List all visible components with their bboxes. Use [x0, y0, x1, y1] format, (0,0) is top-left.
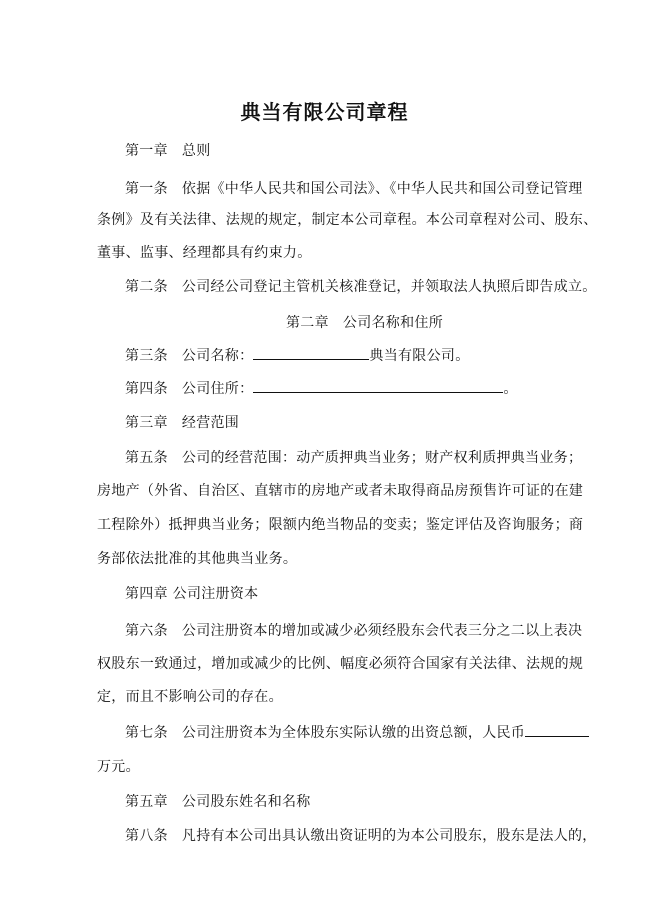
article-8-line-1 [125, 825, 597, 845]
chapter-label: 第二章 [285, 315, 329, 331]
company-name-blank[interactable] [253, 345, 369, 360]
article-3-line-1 [125, 345, 470, 365]
chapter-label: 第三章 [125, 415, 168, 431]
article-5-line-1 [125, 447, 582, 467]
chapter-label: 第一章 [125, 143, 168, 159]
article-label: 第八条 [125, 828, 168, 844]
article-1-line-3: 董事、监事、经理都具有约束力。 [97, 245, 312, 261]
article-text: 公司注册资本的增加或减少必须经股东会代表三分之二以上表决 [181, 623, 583, 639]
article-7-line-2: 万元。 [97, 759, 140, 775]
capital-amount-blank[interactable] [525, 722, 589, 737]
article-text: 公司注册资本为全体股东实际认缴的出资总额，人民币 [181, 725, 526, 741]
document-title: 典当有限公司章程 [240, 100, 409, 124]
chapter-name: 公司股东姓名和名称 [181, 794, 311, 810]
chapter-2-heading [0, 312, 649, 332]
article-6-line-2: 权股东一致通过，增加或减少的比例、幅度必须符合国家有关法律、法规的规 [97, 656, 584, 672]
article-label: 第一条 [125, 181, 168, 197]
article-4-line-1 [125, 378, 518, 398]
article-text: 。 [503, 381, 518, 397]
article-label: 第七条 [125, 725, 168, 741]
article-6-line-3: 定，而且不影响公司的存在。 [97, 689, 283, 705]
article-text: 公司住所： [181, 381, 254, 397]
article-5-line-3: 工程除外）抵押典当业务；限额内绝当物品的变卖；鉴定评估及咨询服务；商 [97, 517, 584, 533]
chapter-1-heading [125, 140, 211, 160]
chapter-3-heading [125, 412, 239, 432]
article-text: 凡持有本公司出具认缴出资证明的为本公司股东，股东是法人的， [181, 828, 597, 844]
article-text: 公司的经营范围：动产质押典当业务；财产权利质押典当业务； [181, 450, 583, 466]
article-5-line-2: 房地产（外省、自治区、直辖市的房地产或者未取得商品房预售许可证的在建 [97, 483, 584, 499]
chapter-5-heading [125, 791, 311, 811]
chapter-name: 总则 [181, 143, 211, 159]
chapter-name: 经营范围 [181, 415, 240, 431]
article-label: 第二条 [125, 279, 168, 295]
article-text: 依据《中华人民共和国公司法》、《中华人民共和国公司登记管理 [181, 181, 583, 197]
article-label: 第三条 [125, 348, 168, 364]
article-1-line-2: 条例》及有关法律、法规的规定，制定本公司章程。本公司章程对公司、股东、 [97, 212, 598, 228]
article-2-line-1 [125, 276, 597, 296]
article-text: 公司名称： [181, 348, 254, 364]
article-text: 典当有限公司。 [369, 348, 470, 364]
article-label: 第四条 [125, 381, 168, 397]
article-1-line-1 [125, 178, 583, 198]
article-5-line-4: 务部依法批准的其他典当业务。 [97, 551, 298, 567]
article-6-line-1 [125, 620, 582, 640]
article-label: 第六条 [125, 623, 168, 639]
chapter-name: 公司名称和住所 [342, 315, 443, 331]
chapter-label: 第五章 [125, 794, 168, 810]
article-text: 公司经公司登记主管机关核准登记，并领取法人执照后即告成立。 [181, 279, 597, 295]
article-7-line-1 [125, 722, 589, 742]
article-label: 第五条 [125, 450, 168, 466]
company-address-blank[interactable] [253, 378, 503, 393]
chapter-4-heading: 第四章 公司注册资本 [125, 586, 259, 602]
